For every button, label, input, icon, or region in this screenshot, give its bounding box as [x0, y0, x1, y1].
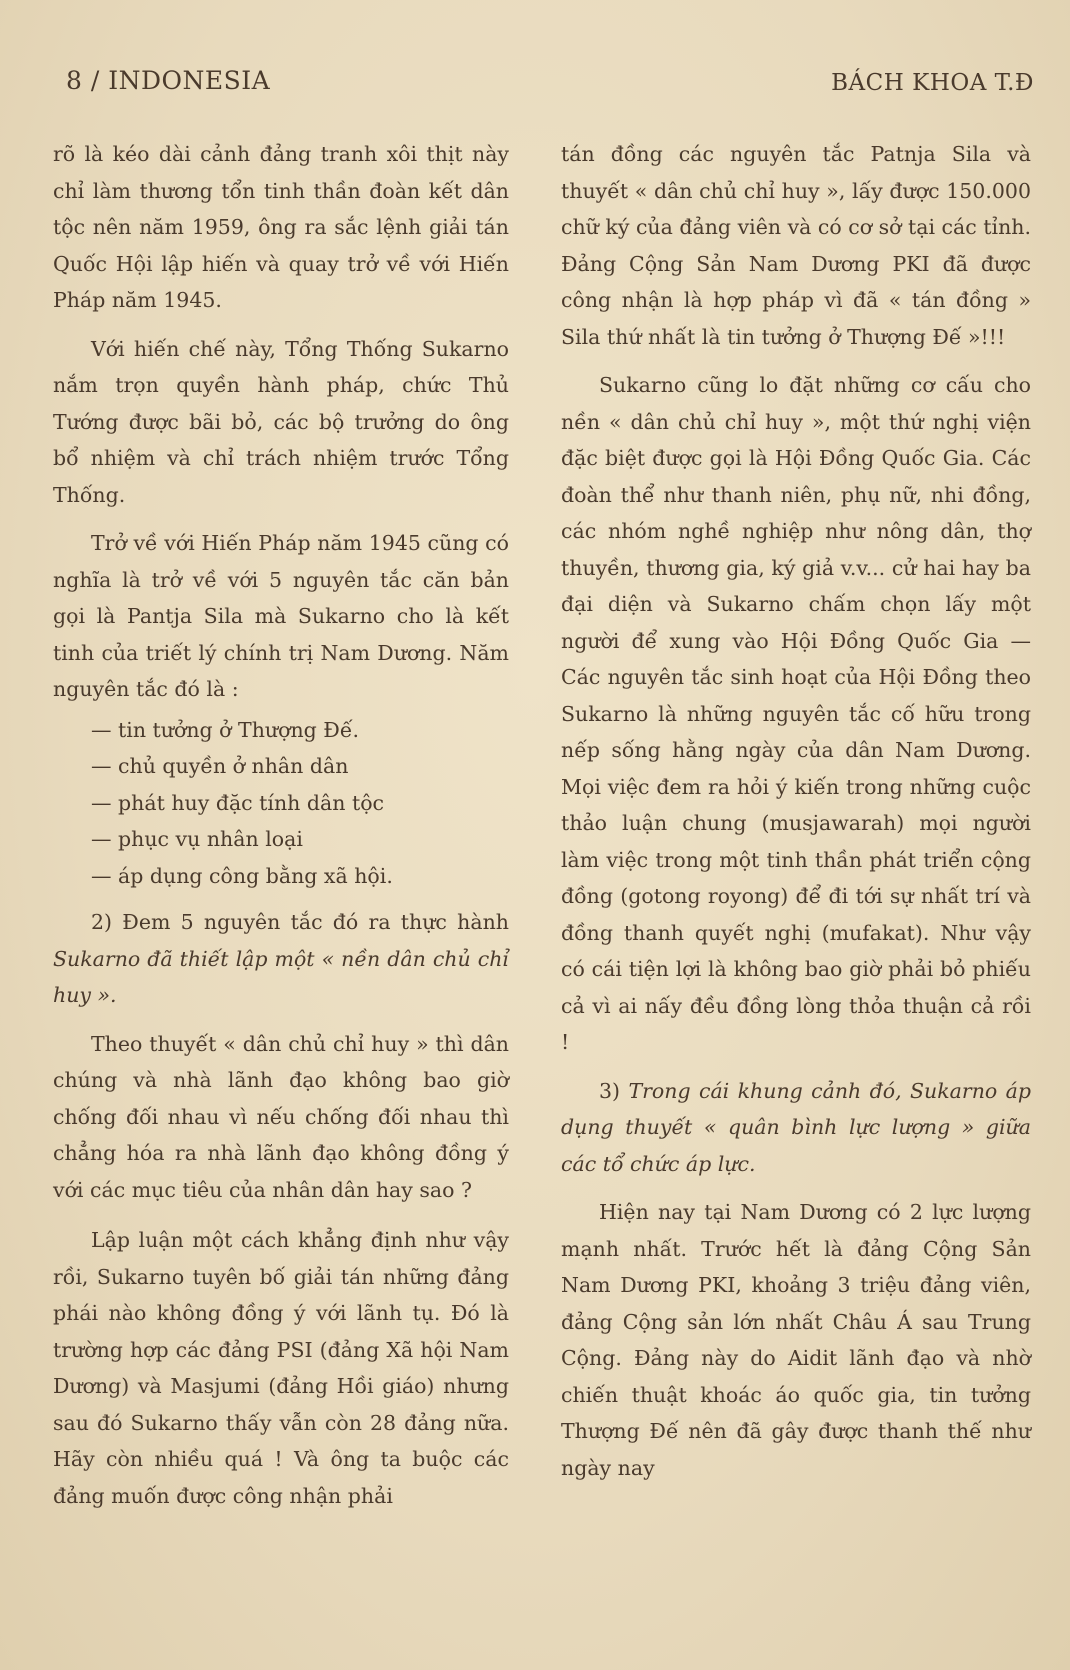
list-item: — tin tưởng ở Thượng Đế. — [91, 712, 509, 749]
paragraph: rõ là kéo dài cảnh đảng tranh xôi thịt này chỉ làm thương tổn tinh thần đoàn kết dân tộc nên năm 1959, ông ra sắc lệnh giải tán Quốc Hội lập hiến và quay trở về với Hiến Pháp năm 1945. — [53, 142, 509, 312]
paragraph: tán đồng các nguyên tắc Patnja Sila và thuyết « dân chủ chỉ huy », lấy được 150.000 chữ ký của đảng viên và có cơ sở tại các tỉnh. Đảng Cộng Sản Nam Dương PKI đã được công nhận là hợp pháp vì đã « tán đồng » Sila thứ nhất là tin tưởng ở Thượng Đế »!!! — [561, 142, 1031, 349]
section-heading-3 — [561, 1073, 1031, 1183]
page-header — [66, 66, 1034, 106]
left-column — [53, 136, 509, 1526]
publication-name: BÁCH KHOA T.Đ — [831, 70, 1034, 96]
heading-italic: Trong cái khung cảnh đó, Sukarno áp dụng thuyết « quân bình lực lượng » giữa các tổ chức áp lực. — [561, 1078, 1031, 1176]
section-title: INDONESIA — [108, 66, 271, 95]
paragraph: Với hiến chế này, Tổng Thống Sukarno nắm trọn quyền hành pháp, chức Thủ Tướng được bãi bỏ, các bộ trưởng do ông bổ nhiệm và chỉ trách nhiệm trước Tổng Thống. — [53, 336, 509, 507]
header-separator: / — [90, 66, 100, 95]
paragraph: Sukarno cũng lo đặt những cơ cấu cho nền « dân chủ chỉ huy », một thứ nghị viện đặc biệt được gọi là Hội Đồng Quốc Gia. Các đoàn thể như thanh niên, phụ nữ, nhi đồng, các nhóm nghề nghiệp như nông dân, thợ thuyền, thương gia, ký giả v.v... cử hai hay ba đại diện và Sukarno chấm chọn lấy một người để xung vào Hội Đồng Quốc Gia — Các nguyên tắc sinh hoạt của Hội Đồng theo Sukarno là những nguyên tắc cố hữu trong nếp sống hằng ngày của dân Nam Dương. Mọi việc đem ra hỏi ý kiến trong những cuộc thảo luận chung (musjawarah) mọi người làm việc trong một tinh thần phát triển cộng đồng (gotong royong) để đi tới sự nhất trí và đồng thanh quyết nghị (mufakat). Như vậy có cái tiện lợi là không bao giờ phải bỏ phiếu cả vì ai nấy đều đồng lòng thỏa thuận cả rồi ! — [561, 373, 1031, 1054]
paragraph: Lập luận một cách khẳng định như vậy rồi, Sukarno tuyên bố giải tán những đảng phái nào không đồng ý với lãnh tụ. Đó là trường hợp các đảng PSI (đảng Xã hội Nam Dương) và Masjumi (đảng Hồi giáo) nhưng sau đó Sukarno thấy vẫn còn 28 đảng nữa. Hãy còn nhiều quá ! Và ông ta buộc các đảng muốn được công nhận phải — [53, 1228, 509, 1508]
paragraph: Theo thuyết « dân chủ chỉ huy » thì dân chúng và nhà lãnh đạo không bao giờ chống đối nhau vì nếu chống đối nhau thì chẳng hóa ra nhà lãnh đạo không đồng ý với các mục tiêu của nhân dân hay sao ? — [53, 1031, 509, 1202]
list-item: — áp dụng công bằng xã hội. — [91, 858, 509, 895]
heading-lead: 3) — [599, 1078, 621, 1103]
header-left — [66, 66, 270, 95]
list-item: — chủ quyền ở nhân dân — [91, 748, 509, 785]
list-item: — phục vụ nhân loại — [91, 821, 509, 858]
right-column — [561, 136, 1031, 1498]
page-number: 8 — [66, 66, 83, 95]
list-item: — phát huy đặc tính dân tộc — [91, 785, 509, 822]
section-heading-2 — [53, 904, 509, 1014]
paragraph: Trở về với Hiến Pháp năm 1945 cũng có nghĩa là trở về với 5 nguyên tắc căn bản gọi là Pantja Sila mà Sukarno cho là kết tinh của triết lý chính trị Nam Dương. Năm nguyên tắc đó là : — [53, 531, 509, 701]
principles-list — [53, 712, 509, 895]
heading-italic: Sukarno đã thiết lập một « nền dân chủ chỉ huy ». — [53, 946, 509, 1007]
paragraph: Hiện nay tại Nam Dương có 2 lực lượng mạnh nhất. Trước hết là đảng Cộng Sản Nam Dương PKI, khoảng 3 triệu đảng viên, đảng Cộng sản lớn nhất Châu Á sau Trung Cộng. Đảng này do Aidit lãnh đạo và nhờ chiến thuật khoác áo quốc gia, tin tưởng Thượng Đế nên đã gây được thanh thế như ngày nay — [561, 1200, 1031, 1480]
heading-lead: 2) Đem 5 nguyên tắc đó ra thực hành — [91, 910, 509, 934]
